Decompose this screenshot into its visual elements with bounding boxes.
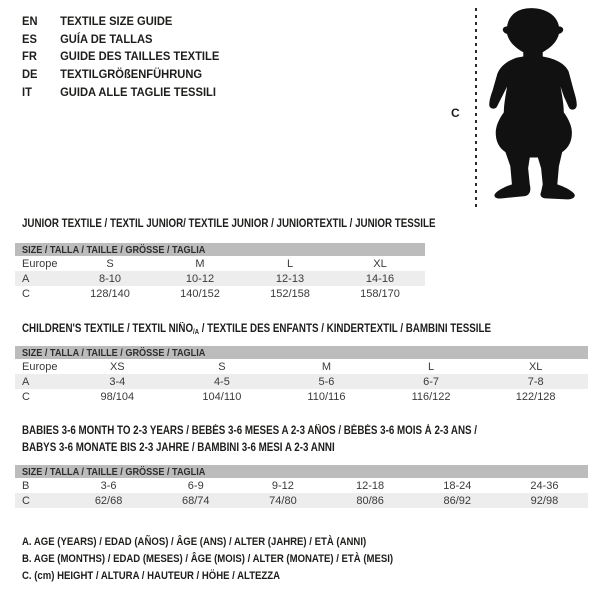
language-row-en xyxy=(22,12,219,30)
language-label: TEXTILGRÖßENFÜHRUNG xyxy=(60,66,203,81)
height-cell: 80/86 xyxy=(356,494,384,507)
height-dotted-line xyxy=(475,8,477,208)
age-cell: 4-5 xyxy=(213,375,230,388)
size-cell: S xyxy=(218,360,226,373)
row-label-cell: C xyxy=(22,287,30,300)
size-header-label: SIZE / TALLA / TAILLE / GRÖSSE / TAGLIA xyxy=(22,346,206,359)
language-label: GUIDE DES TAILLES TEXTILE xyxy=(60,49,220,64)
table-row-height-cm xyxy=(15,493,588,508)
language-label: TEXTILE SIZE GUIDE xyxy=(60,13,173,28)
size-cell: XL xyxy=(528,360,543,373)
babies-title-line1: BABIES 3-6 MONTH TO 2-3 YEARS / BEBÉS 3-6 MESES A 2-3 AÑOS / BÉBÉS 3-6 MOIS À 2-3 ANS / xyxy=(22,425,478,437)
height-cell: 140/152 xyxy=(180,287,220,300)
height-cell: 152/158 xyxy=(270,287,310,300)
language-row-de xyxy=(22,65,219,83)
babies-size-table xyxy=(15,465,588,508)
height-cell: 86/92 xyxy=(443,494,472,507)
height-cell: 128/140 xyxy=(90,287,130,300)
height-cell: 122/128 xyxy=(515,390,556,403)
age-cell: 8-10 xyxy=(98,272,122,285)
language-code: FR xyxy=(22,49,37,64)
row-label-cell: C xyxy=(22,494,30,507)
size-cell: S xyxy=(106,257,114,270)
language-code: IT xyxy=(22,84,32,99)
row-label-cell: A xyxy=(22,272,30,285)
age-cell: 5-6 xyxy=(318,375,335,388)
height-cell: 158/170 xyxy=(360,287,400,300)
table-row-europe xyxy=(15,359,588,374)
height-cell: 92/98 xyxy=(530,494,559,507)
babies-title-line2: BABYS 3-6 MONATE BIS 2-3 JAHRE / BAMBINI 3-6 MESI A 2-3 ANNI xyxy=(22,441,335,454)
table-row-age-months xyxy=(15,478,588,493)
children-table-header xyxy=(15,346,588,359)
height-measure-label: C xyxy=(451,106,460,120)
language-row-es xyxy=(22,30,219,48)
height-cell: 116/122 xyxy=(411,390,451,403)
babies-table-header xyxy=(15,465,588,478)
row-label-cell: Europe xyxy=(22,257,58,270)
size-header-label: SIZE / TALLA / TAILLE / GRÖSSE / TAGLIA xyxy=(22,243,206,256)
height-cell: 110/116 xyxy=(307,390,346,403)
language-label: GUIDA ALLE TAGLIE TESSILI xyxy=(60,84,216,99)
row-label-cell: A xyxy=(22,375,30,388)
size-cell: XL xyxy=(373,257,387,270)
legend-age-months: B. AGE (MONTHS) / EDAD (MESES) / ÂGE (MOIS) / ALTER (MONATE) / ETÀ (MESI) xyxy=(22,553,394,566)
age-cell: 6-7 xyxy=(423,375,440,388)
age-cell: 9-12 xyxy=(271,479,294,492)
row-label-cell: B xyxy=(22,479,30,492)
junior-table-header xyxy=(15,243,425,256)
table-row-height-cm xyxy=(15,286,425,301)
babies-section-title xyxy=(22,423,477,456)
children-title-part1: CHILDREN'S TEXTILE / TEXTIL NIÑO xyxy=(22,323,194,335)
size-header-label: SIZE / TALLA / TAILLE / GRÖSSE / TAGLIA xyxy=(22,465,206,478)
row-label-cell: C xyxy=(22,390,30,403)
size-cell: L xyxy=(286,257,294,270)
table-row-europe xyxy=(15,256,425,271)
age-cell: 12-18 xyxy=(356,479,385,492)
height-cell: 74/80 xyxy=(269,494,297,507)
age-cell: 3-6 xyxy=(100,479,117,492)
language-code: ES xyxy=(22,31,37,46)
baby-silhouette-icon xyxy=(486,6,580,208)
measure-legend xyxy=(22,536,449,588)
table-row-age-years xyxy=(15,374,588,389)
size-cell: XS xyxy=(109,360,125,373)
children-size-table xyxy=(15,346,588,404)
junior-section-title: JUNIOR TEXTILE / TEXTIL JUNIOR/ TEXTILE JUNIOR / JUNIORTEXTIL / JUNIOR TESSILE xyxy=(22,218,436,230)
language-code: EN xyxy=(22,13,38,28)
age-cell: 12-13 xyxy=(275,272,305,285)
table-row-height-cm xyxy=(15,389,588,404)
age-cell: 6-9 xyxy=(187,479,204,492)
legend-height-cm: C. (cm) HEIGHT / ALTURA / HAUTEUR / HÖHE / ALTEZZA xyxy=(22,570,281,583)
height-cell: 104/110 xyxy=(202,390,242,403)
children-title-part2: / TEXTILE DES ENFANTS / KINDERTEXTIL / BAMBINI TESSILE xyxy=(198,323,492,335)
height-cell: 68/74 xyxy=(181,494,210,507)
children-section-title xyxy=(22,321,491,342)
size-cell: M xyxy=(195,257,205,270)
language-list xyxy=(22,12,234,100)
language-label: GUÍA DE TALLAS xyxy=(60,31,153,46)
language-row-it xyxy=(22,83,219,101)
height-cell: 98/104 xyxy=(100,390,135,403)
legend-age-years: A. AGE (YEARS) / EDAD (AÑOS) / ÂGE (ANS) / ALTER (JAHRE) / ETÀ (ANNI) xyxy=(22,536,367,548)
row-label-cell: Europe xyxy=(22,360,58,373)
junior-size-table xyxy=(15,243,425,301)
age-cell: 10-12 xyxy=(185,272,215,285)
language-code: DE xyxy=(22,66,38,81)
children-title-subscript: /A xyxy=(193,329,199,336)
language-row-fr xyxy=(22,47,219,65)
size-cell: L xyxy=(428,360,435,373)
age-cell: 24-36 xyxy=(530,479,559,492)
age-cell: 3-4 xyxy=(109,375,126,388)
height-cell: 62/68 xyxy=(94,494,123,507)
table-row-age-years xyxy=(15,271,425,286)
size-cell: M xyxy=(321,360,332,373)
age-cell: 18-24 xyxy=(443,479,472,492)
age-cell: 14-16 xyxy=(365,272,395,285)
age-cell: 7-8 xyxy=(527,375,544,388)
